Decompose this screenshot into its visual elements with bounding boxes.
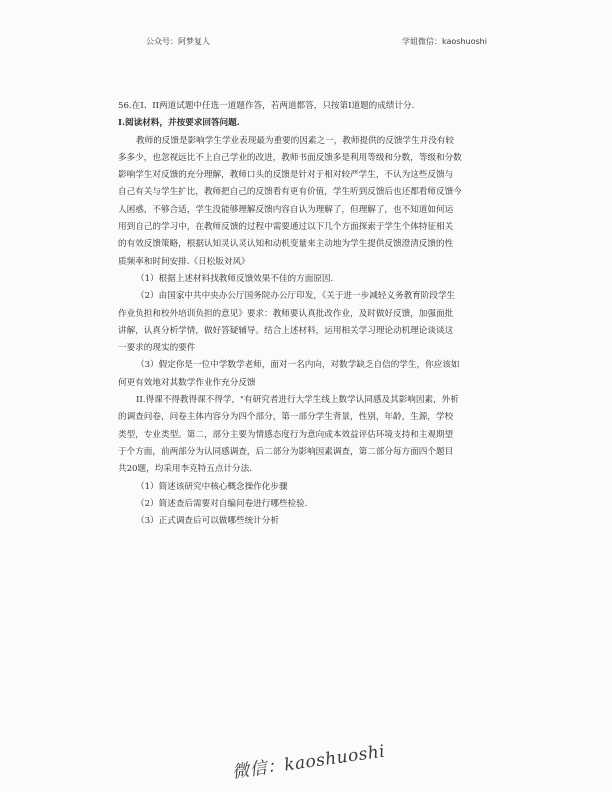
- text-line: （2）由国家中共中央办公厅国务院办公厅印发，《关于进一步减轻义务教育阶段学生: [136, 291, 456, 302]
- text-line: 人困惑，不够合适，学生没能够理解反馈内容自认为理解了，但理解了，也不知道如何运: [118, 204, 454, 215]
- page-header: [0, 36, 612, 50]
- text-line: 自己有关与学生扩比，教师把自己的反馈看有更有价值，学生听到反馈后也还都看师反馈今: [118, 187, 462, 198]
- document-body: [118, 98, 496, 530]
- text-line: （1）根据上述材料找教师反馈效果不佳的方面原因.: [136, 273, 334, 284]
- text-line: 何更有效地对其数学作业作充分反馈: [118, 377, 256, 388]
- text-line: 作业负担和校外培训负担的意见》要求：教师要认真批改作业，及时做好反馈，加强面批: [118, 308, 454, 319]
- text-line: （1）简述该研究中核心概念操作化步骤: [136, 481, 288, 492]
- text-line: 的调查问卷，问卷主体内容分为四个部分，第一部分学生背景，性别，年龄，生源，学校: [118, 412, 454, 423]
- text-line: 讲解，认真分析学情，做好答疑辅导。结合上述材料，运用相关学习理论动机理论谈谈这: [118, 325, 454, 336]
- text-line: 质频率和时间安排.《日松版対风》: [118, 256, 250, 267]
- text-line: II.得课不得教得课不得学，"有研究者进行大学生线上数学认同感及其影响因素，外析: [136, 395, 459, 406]
- text-line: 影响学生对反馈的充分理解，教师口头的反馈是针对于相对较严学生，不认为这些反馈与: [118, 170, 454, 181]
- text-line: 共20题，均采用李克特五点计分法.: [118, 464, 252, 475]
- text-line: 多多少，也忽视远比不上自己学业的改进，教师书面反馈多是利用等级和分数，等级和分数: [118, 152, 462, 163]
- text-line: （3）正式调查后可以做哪些统计分析: [136, 516, 279, 527]
- text-line: 一要求的现实的要件: [118, 343, 196, 354]
- text-line: I.阅读材料，并按要求回答问题.: [118, 118, 240, 129]
- header-left-text: 公众号：阿梦复人: [146, 37, 210, 46]
- text-line: 于个方面，前两部分为认同感调查，后二部分为影响因素调查，第二部分每方面四个题目: [118, 446, 454, 457]
- header-right-text: 学姐微信：kaoshuoshi: [402, 37, 487, 46]
- text-line: 56.在I、II两道试题中任选一道题作答，若两道都答，只按第I道题的成绩计分.: [118, 101, 415, 111]
- text-line: （3）假定你是一位中学数学老师，面对一名内向，对数学缺乏自信的学生，你应该如: [136, 360, 460, 371]
- text-line: （2）简述查后需要对自编问卷进行哪些检验.: [136, 498, 308, 509]
- text-line: 用到自己的学习中，在教师反馈的过程中需要通过以下几个方面探索于学生个体特征相关: [118, 222, 454, 233]
- watermark-text: 微信：kaoshuoshi: [230, 741, 387, 783]
- text-line: 教师的反馈是影响学生学业表现最为重要的因素之一，教师提供的反馈学生并没有较: [136, 135, 454, 146]
- text-line: 类型，专业类型。第二，部分主要为情感态度行为意向成本效益评估环境支持和主观期望: [118, 429, 454, 440]
- text-line: 的有效反馈策略，根据认知灵认灵认知和动机变量来主动地为学生提供反馈澄清反馈的性: [118, 239, 454, 250]
